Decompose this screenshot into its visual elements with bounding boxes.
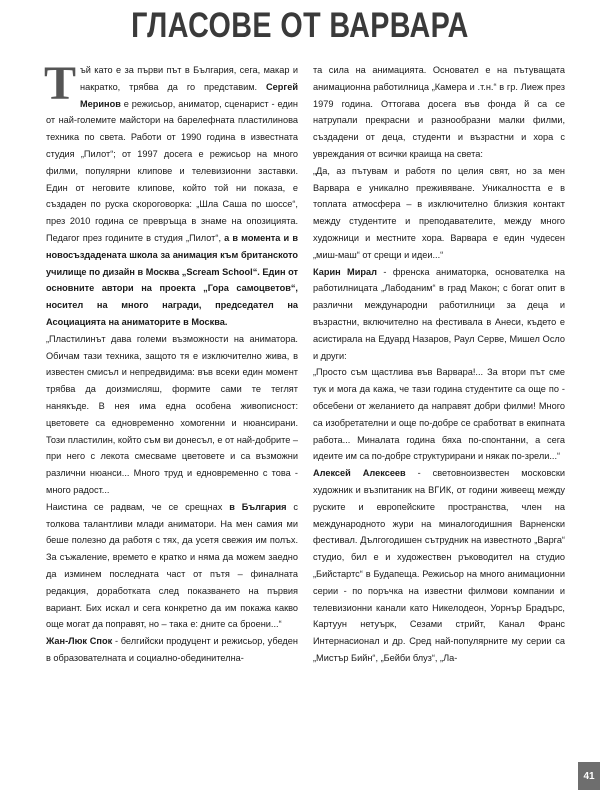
person-name-miral: Карин Мирал [313,266,377,277]
paragraph-quote-miral [313,364,565,465]
spok-text: - белгийски продуцент и режисьор, убеден в образователната и социално-обединителна- [46,636,298,663]
alekseev-text: - световноизвестен московски художник и възпитаник на ВГИК, от години живеещ между руските и европейските пространства, член на международното жури на миналогодишния Варненски фестивал. Дългогодишен сътрудник на известното „Варга“ студио, бил е и художествен ръководител на студио „Бийстартс“ в Будапеща. Режисьор на много анимационни серии - по поръчка на известни филмови компании и телевизионни канали като Никелодеон, Уорнър Брадърс, Картуун нетуърк, Сезами стрийт, Канал Франс Интернасионал и др. Сред най-популярните му серии са „Мистър Бийн“, „Бейби блуз“, „Ла- [313,468,565,663]
person-name-merinov: Сергей Меринов [80,81,298,109]
paragraph-intro [44,57,298,331]
bulgaria-text-a: Наистина се радвам, че се срещнах [46,501,223,512]
spok-cont-text: та сила на анимацията. Основател е на пътуващата анимационна работилница „Камера и .т.н.“ в гр. Лиеж през 1979 година. Оттогава досега във фонда й са се натрупали прекрасни и разнообразни малки филми, създадени от деца, студенти и възрастни и хора с увреждания от всички краища на света: [313,65,565,159]
intro-text-c: а в момента и в новосъздадената школа за анимация към британското училище по дизайн в Москва „Scream School“. Един от основните автори на проекта „Гора самоцветов“, носител на много награди, председател на Асоциацията на аниматорите в Москва. [46,232,298,327]
left-column [44,57,298,667]
page-number: 41 [578,762,600,790]
person-name-alekseev: Алексей Алексеев [313,468,406,479]
drop-cap: Т [44,57,77,110]
paragraph-spok [46,633,298,667]
paragraph-merinov-bulgaria [46,499,298,633]
paragraph-alekseev [313,465,565,667]
miral-text: - френска аниматорка, основателка на работилницата „Лабоданим“ в град Макон; с богат опит в различни международни работилници за деца и възрастни, включително на фестивала в Анеси, където е асистирала на Едуард Назаров, Раул Серве, Мишел Осло и други: [313,266,565,361]
intro-text-b: е режисьор, аниматор, сценарист - един от най-големите майстори на барелефната пластилинова техника по света. Работи от 1990 година в известната студия „Пилот“; от 1997 досега е режисьор на много филми, популярни клипове и телевизионни заставки. Един от неговите клипове, който той ни показа, е създаден по руска скороговорка: „Шла Саша по шоссе“, през 2010 година се превръща в знаме на опозицията. Педагог през годините в студия „Пилот“, [46,98,298,243]
page-title: ГЛАСОВЕ ОТ ВАРВАРА [131,6,469,45]
paragraph-spok-cont [313,62,565,163]
paragraph-miral [313,264,565,365]
right-column [313,62,565,667]
paragraph-quote-spok [313,163,565,264]
paragraph-quote-merinov [46,331,298,499]
bulgaria-text-b: в България [229,501,287,512]
quote-miral-text: „Просто съм щастлива във Варвара!... За втори път сме тук и мога да кажа, че тази година студентите са още по - обсебени от желанието да направят добри филми! Много са изобретателни и още по-добре се сработват в екипната работа... Миналата година бяха по-спонтанни, а сега идеите им са по-добре структурирани и някак по-зрели...“ [313,367,565,462]
intro-text-a: ъй като е за първи път в България, сега, макар и накратко, трябва да го представим. [80,65,298,92]
quote-merinov-text: „Пластилинът дава големи възможности на аниматора. Обичам тази техника, защото тя е изключително жива, в известен смисъл и непредвидима: във всеки един момент трябва да доизмисляш, формите сами те теглят нанякъде. В нея има една особена живописност: цветовете са едновременно хомогенни и нюансирани. Този пластилин, който съм ви донесъл, е от най-добрите – при него с лекота смесваме цветовете и са възможни различни нюанси... Много труд и едновременно с това - много радост... [46,333,298,495]
quote-spok-text: „Да, аз пътувам и работя по целия свят, но за мен Варвара е уникално преживяване. Уникалността е в топлата атмосфера – в изключително близкия контакт между студентите и преподавателите, между много художници и местните хора. Варвара е един чудесен „миш-маш“ от срещи и идеи...“ [313,165,565,260]
bulgaria-text-c: с толкова талантливи млади аниматори. На мен самия ми беше полезно да работя с тях, да усетя свежия им полъх. За съжаление, времето е кратко и няма да можем заедно да изминем последната част от пътя – финалната редакция, доработката след показването на първия вариант. Бих искал и сега конкретно да им покажа какво още могат да поправят, но – така е: дните са броени...“ [46,501,298,630]
person-name-spok: Жан-Люк Спок [46,636,113,647]
